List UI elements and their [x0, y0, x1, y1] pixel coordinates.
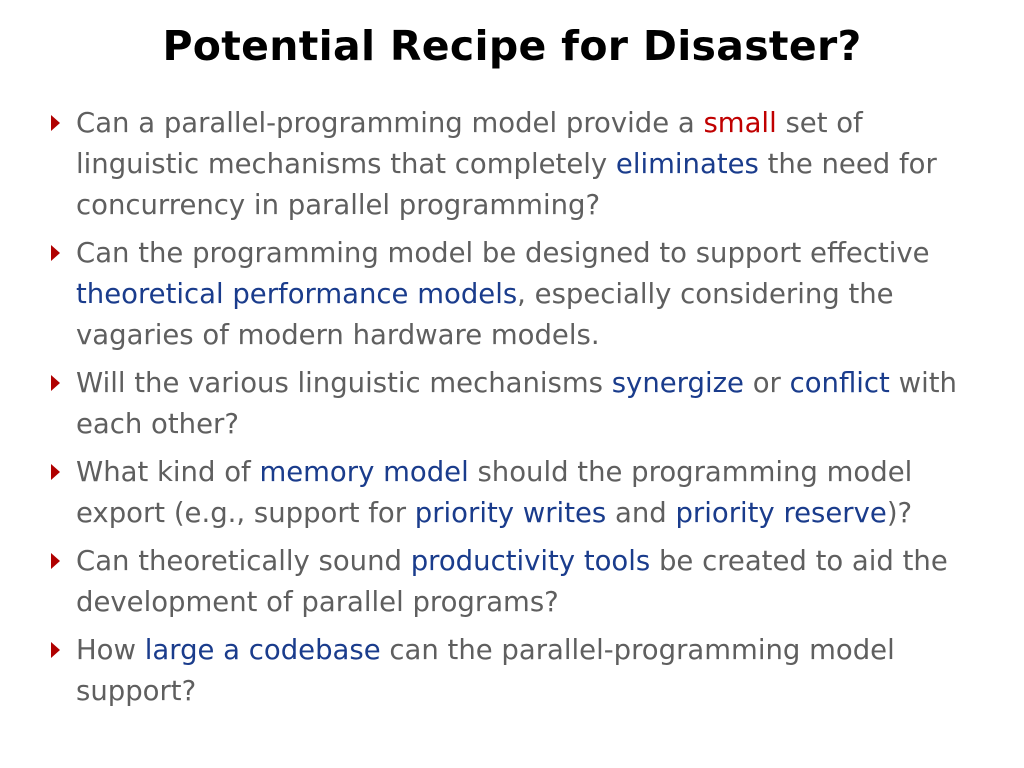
triangle-right-icon — [51, 464, 60, 480]
bullet-text: Can theoretically sound — [76, 545, 411, 577]
bullet-text: the need for concurrency in parallel programming? — [76, 148, 937, 221]
bullet-text: be created to aid the development of parallel programs? — [76, 545, 948, 618]
triangle-right-icon — [51, 553, 60, 569]
bullet-text: Can the programming model be designed to support effective — [76, 237, 930, 269]
bullet-list — [48, 103, 988, 719]
bullet-item — [48, 452, 988, 534]
emphasis-term: priority writes — [414, 497, 607, 529]
triangle-right-icon — [51, 115, 60, 131]
bullet-text: What kind of — [76, 456, 260, 488]
bullet-text: and — [606, 497, 676, 529]
bullet-item — [48, 103, 988, 226]
bullet-item — [48, 233, 988, 356]
bullet-text: How — [76, 634, 145, 666]
triangle-right-icon — [51, 642, 60, 658]
bullet-item — [48, 630, 988, 712]
bullet-text: or — [743, 367, 790, 399]
emphasis-term: priority reserve — [675, 497, 887, 529]
emphasis-term: small — [703, 107, 777, 139]
slide-title: Potential Recipe for Disaster? — [162, 22, 862, 70]
bullet-item — [48, 363, 988, 445]
emphasis-term: synergize — [611, 367, 744, 399]
emphasis-term: memory model — [259, 456, 469, 488]
emphasis-term: eliminates — [615, 148, 759, 180]
emphasis-term: large a codebase — [144, 634, 381, 666]
bullet-text: Will the various linguistic mechanisms — [76, 367, 612, 399]
bullet-text: )? — [886, 497, 913, 529]
bullet-text: set of linguistic mechanisms that completely — [76, 107, 863, 180]
emphasis-term: productivity tools — [410, 545, 651, 577]
triangle-right-icon — [51, 245, 60, 261]
emphasis-term: theoretical performance models — [76, 278, 518, 310]
emphasis-term: conflict — [789, 367, 890, 399]
bullet-text: should the programming model export (e.g., support for — [76, 456, 913, 529]
bullet-text: can the parallel-programming model support? — [76, 634, 895, 707]
bullet-text: , especially considering the vagaries of modern hardware models. — [76, 278, 894, 351]
bullet-item — [48, 541, 988, 623]
triangle-right-icon — [51, 375, 60, 391]
bullet-text: with each other? — [76, 367, 957, 440]
bullet-text: Can a parallel-programming model provide a — [76, 107, 704, 139]
